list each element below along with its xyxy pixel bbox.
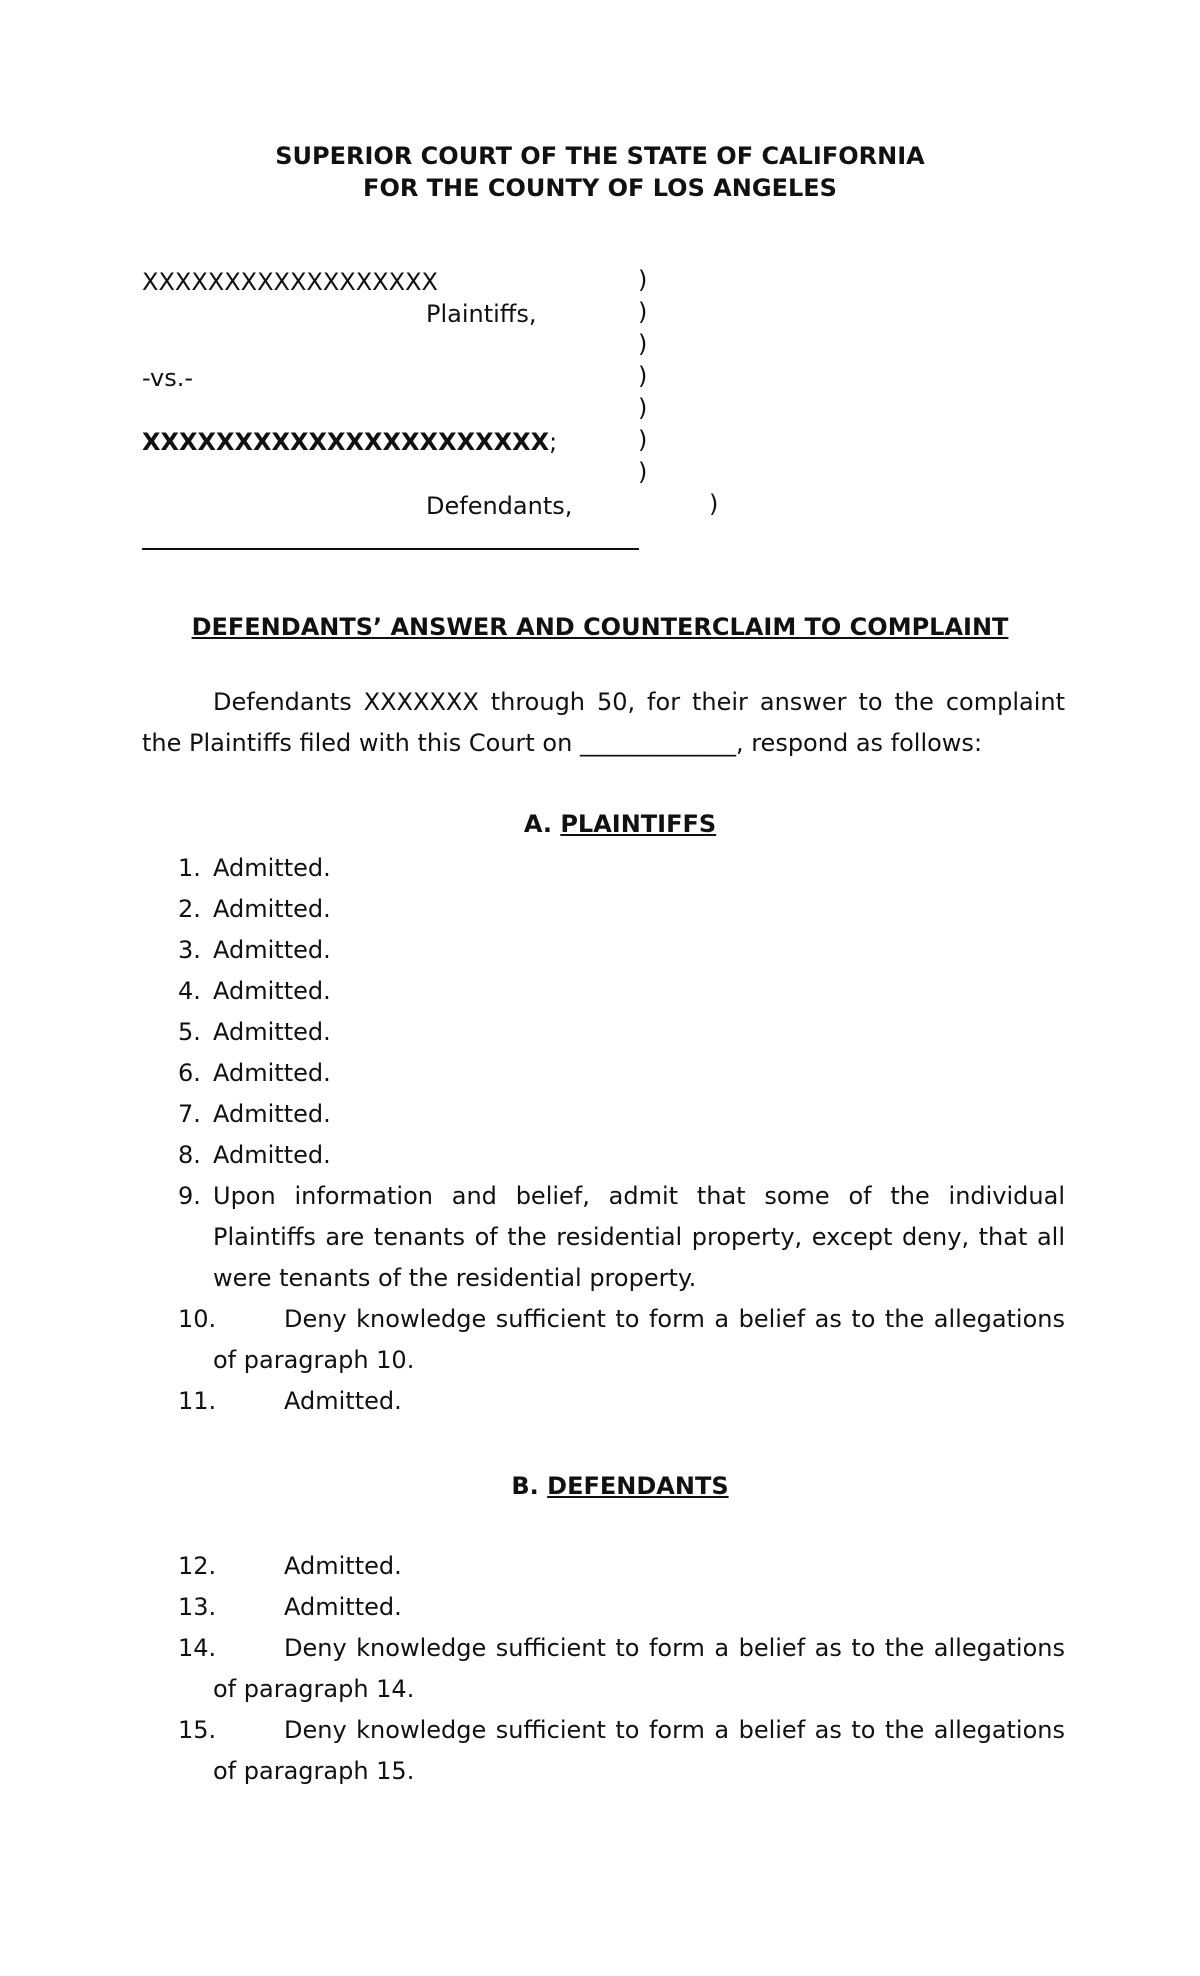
- intro-text: Defendants XXXXXXX through 50, for their answer to the complaint the Plaintiffs filed with this Court on _____________, respond as follows:: [142, 688, 1065, 757]
- section-b-heading: [0, 1472, 1200, 1500]
- item-number: 3.: [178, 936, 201, 964]
- item-number: 5.: [178, 1018, 201, 1046]
- item-text: Admitted.: [213, 1018, 331, 1046]
- item-number: 10.: [178, 1305, 217, 1333]
- section-b-letter: B.: [511, 1472, 539, 1500]
- defendant-name-punctuation: ;: [549, 428, 558, 456]
- item-number: 1.: [178, 854, 201, 882]
- item-text: Admitted.: [213, 854, 331, 882]
- item-number: 13.: [178, 1593, 217, 1621]
- caption-paren: ): [638, 298, 648, 326]
- caption-paren: ): [638, 266, 648, 294]
- item-number: 6.: [178, 1059, 201, 1087]
- item-text: Deny knowledge sufficient to form a belief as to the allegations of paragraph 15.: [213, 1716, 1065, 1785]
- caption-paren: ): [638, 426, 648, 454]
- item-number: 8.: [178, 1141, 201, 1169]
- item-text: Deny knowledge sufficient to form a belief as to the allegations of paragraph 14.: [213, 1634, 1065, 1703]
- item-number: 2.: [178, 895, 201, 923]
- court-name-line-1: SUPERIOR COURT OF THE STATE OF CALIFORNIA: [275, 142, 925, 170]
- item-text: Deny knowledge sufficient to form a belief as to the allegations of paragraph 10.: [213, 1305, 1065, 1374]
- item-text: Upon information and belief, admit that some of the individual Plaintiffs are tenants of the residential property, except deny, that all were tenants of the residential property.: [213, 1182, 1065, 1292]
- caption-paren: ): [638, 458, 648, 486]
- court-name-line-2: FOR THE COUNTY OF LOS ANGELES: [363, 174, 837, 202]
- plaintiff-name: XXXXXXXXXXXXXXXXXX: [142, 268, 438, 296]
- item-text: Admitted.: [213, 936, 331, 964]
- section-a-heading: [0, 810, 1200, 838]
- caption-divider: [142, 548, 639, 550]
- versus-label: -vs.-: [142, 364, 194, 392]
- document-title: DEFENDANTS’ ANSWER AND COUNTERCLAIM TO COMPLAINT: [191, 613, 1009, 641]
- defendant-name-line: [142, 426, 557, 458]
- section-b-title: DEFENDANTS: [547, 1472, 729, 1500]
- item-number: 4.: [178, 977, 201, 1005]
- item-number: 7.: [178, 1100, 201, 1128]
- item-text: Admitted.: [213, 1059, 331, 1087]
- section-a-title: PLAINTIFFS: [560, 810, 717, 838]
- caption-paren: ): [638, 330, 648, 358]
- item-text: Admitted.: [284, 1552, 402, 1580]
- section-a-letter: A.: [523, 810, 552, 838]
- caption-paren: ): [709, 490, 719, 518]
- item-number: 14.: [178, 1634, 217, 1662]
- defendant-name: XXXXXXXXXXXXXXXXXXXXXX: [142, 428, 550, 456]
- item-number: 11.: [178, 1387, 217, 1415]
- caption-paren: ): [638, 362, 648, 390]
- item-text: Admitted.: [213, 977, 331, 1005]
- intro-paragraph: [142, 682, 1065, 764]
- item-number: 12.: [178, 1552, 217, 1580]
- item-text: Admitted.: [284, 1593, 402, 1621]
- item-number: 15.: [178, 1716, 217, 1744]
- plaintiffs-label: Plaintiffs,: [426, 300, 537, 328]
- defendants-label: Defendants,: [426, 492, 573, 520]
- caption-paren: ): [638, 394, 648, 422]
- item-text: Admitted.: [213, 1100, 331, 1128]
- item-text: Admitted.: [284, 1387, 402, 1415]
- item-text: Admitted.: [213, 895, 331, 923]
- item-text: Admitted.: [213, 1141, 331, 1169]
- item-number: 9.: [178, 1182, 201, 1210]
